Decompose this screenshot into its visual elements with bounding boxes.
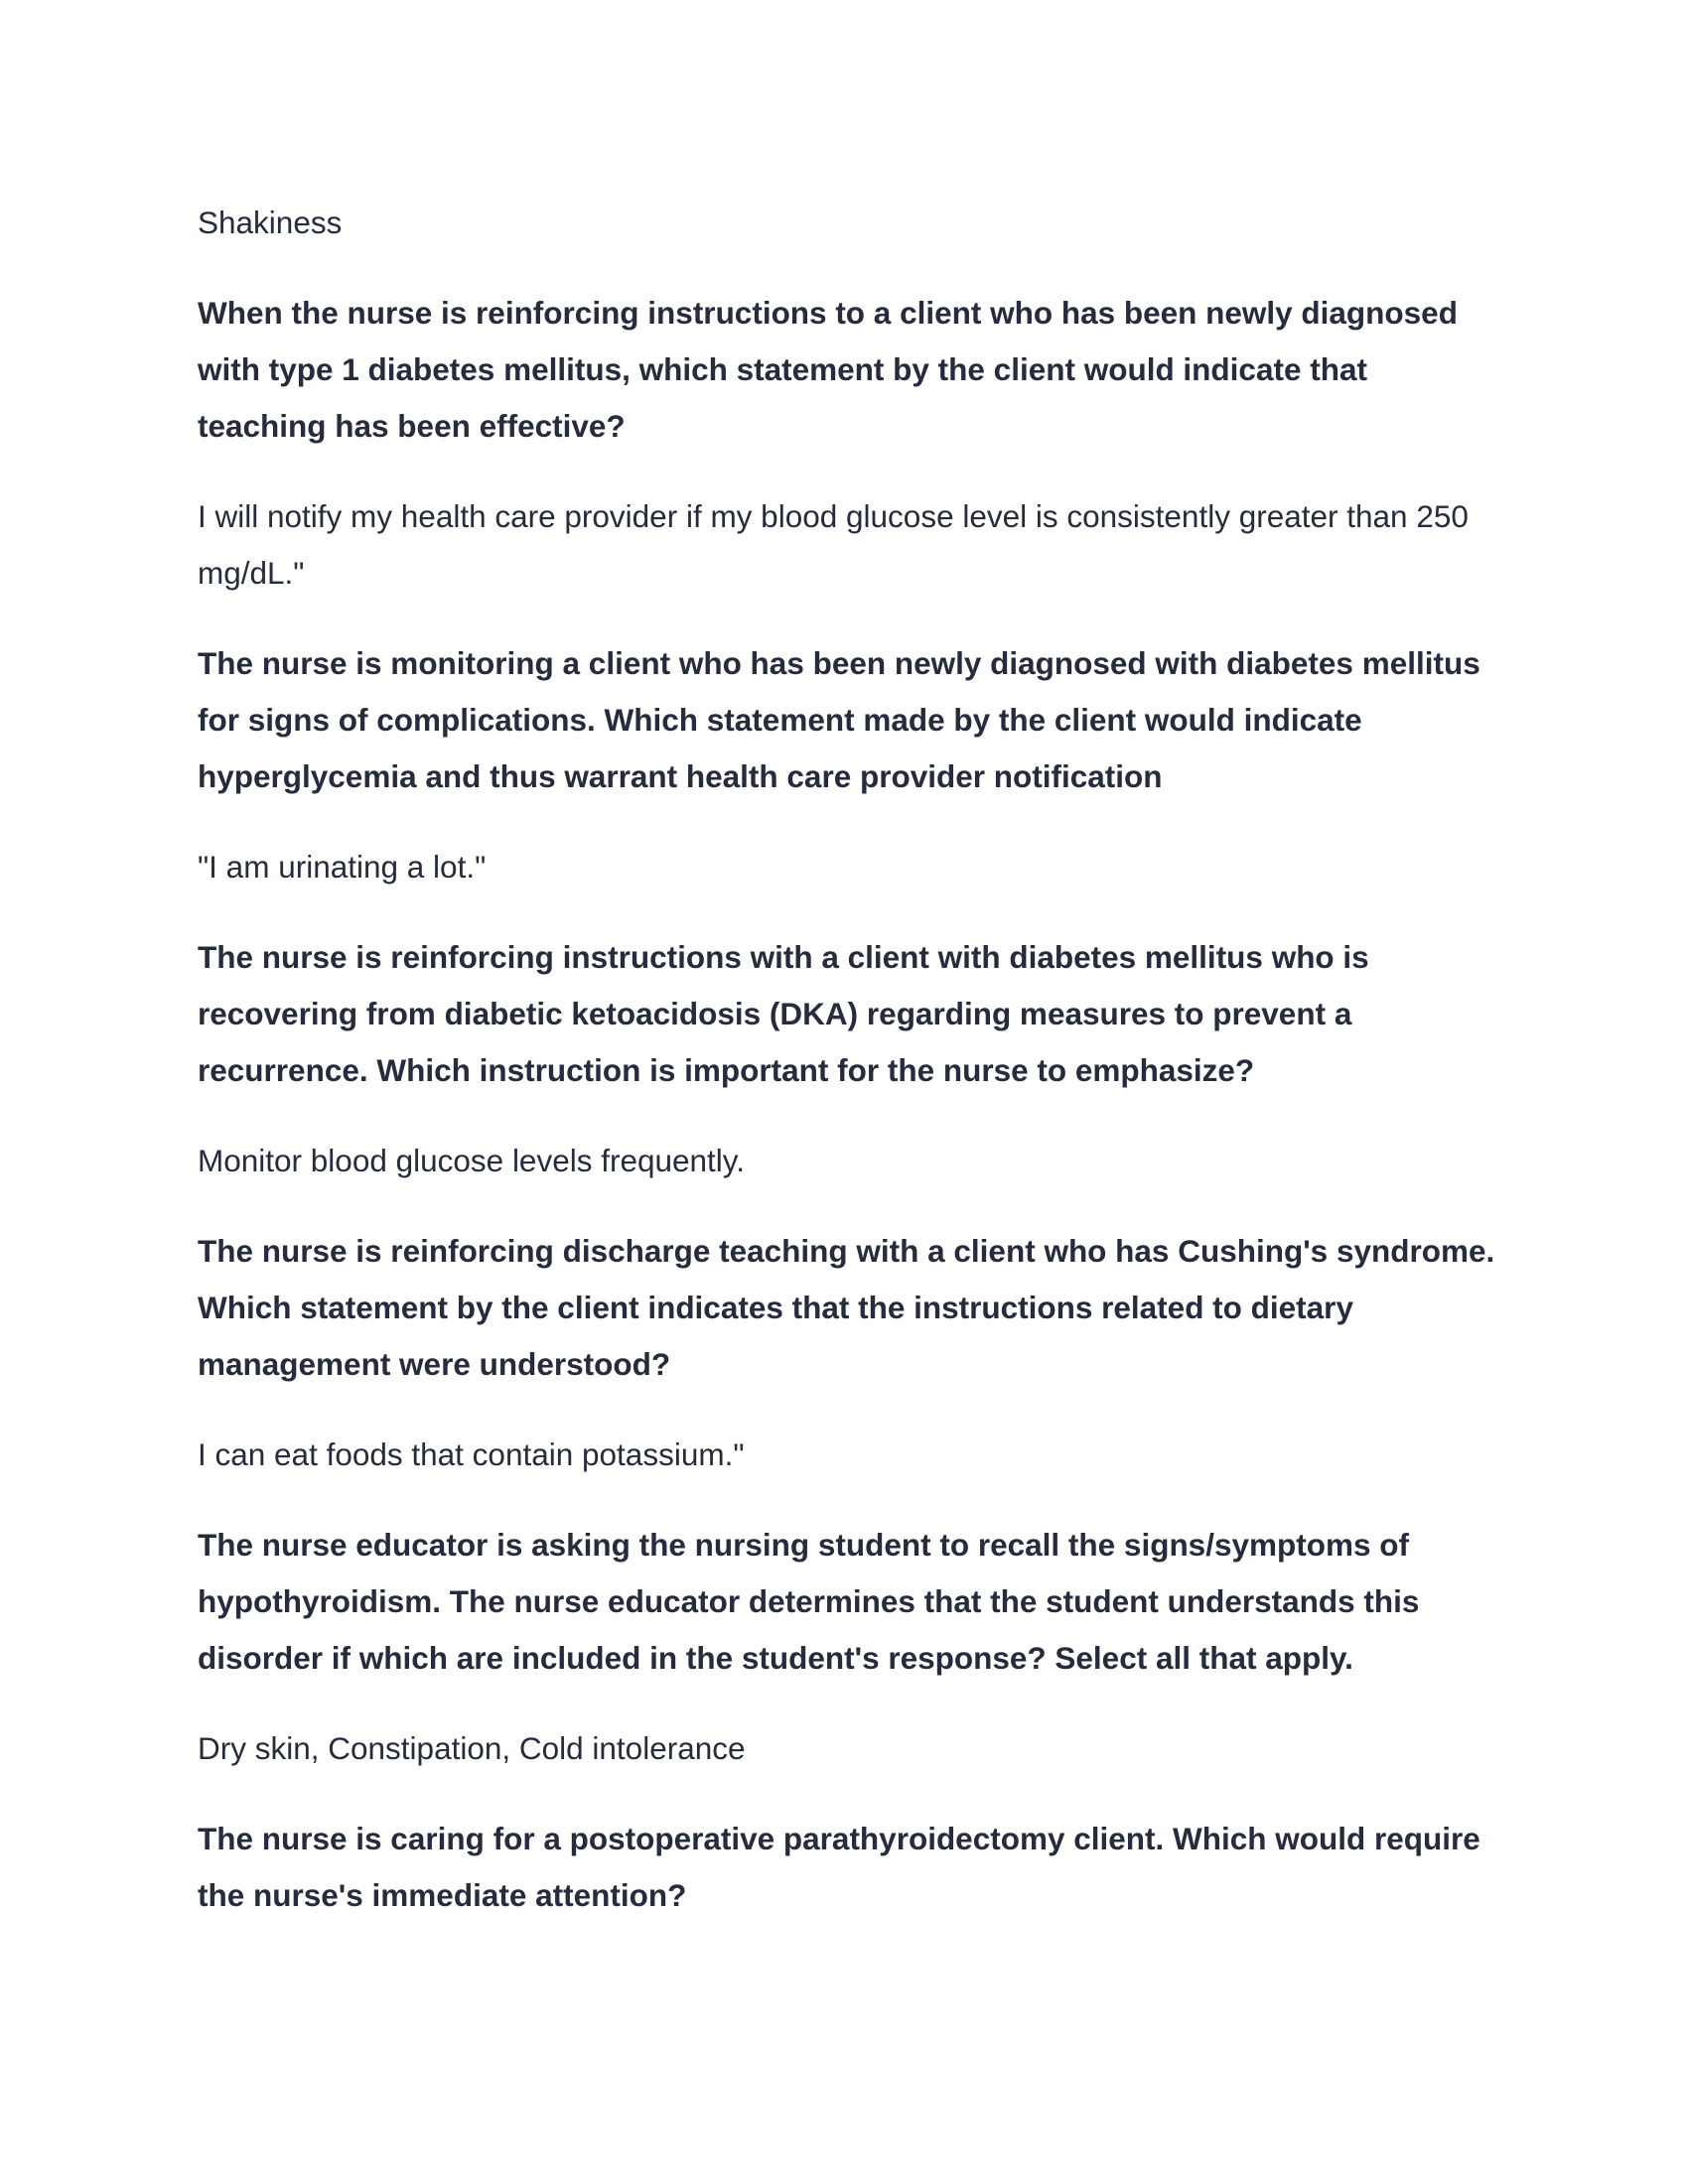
answer-text: Shakiness: [198, 205, 343, 240]
question-text: The nurse is monitoring a client who has been newly diagnosed with diabetes mellitus for signs of complications. Which statement made by the client would indicate hyperglycemia and thus warrant health care provider notification: [198, 645, 1480, 794]
question-text: The nurse is caring for a postoperative parathyroidectomy client. Which would require the nurse's immediate attention?: [198, 1821, 1480, 1913]
question-text: The nurse educator is asking the nursing student to recall the signs/symptoms of hypothyroidism. The nurse educator determines that the student understands this disorder if which are included in the student's response? Select all that apply.: [198, 1527, 1420, 1676]
answer-text: Monitor blood glucose levels frequently.: [198, 1143, 745, 1178]
document-page: [198, 195, 1498, 1958]
question-text: The nurse is reinforcing discharge teaching with a client who has Cushing's syndrome. Which statement by the client indicates that the instructions related to dietary management were understood?: [198, 1233, 1495, 1382]
answer-text: I can eat foods that contain potassium.": [198, 1436, 745, 1472]
question-text: When the nurse is reinforcing instructions to a client who has been newly diagnosed with type 1 diabetes mellitus, which statement by the client would indicate that teaching has been effective?: [198, 295, 1458, 444]
answer-text: I will notify my health care provider if my blood glucose level is consistently greater than 250 mg/dL.": [198, 498, 1469, 591]
question-text: The nurse is reinforcing instructions with a client with diabetes mellitus who is recovering from diabetic ketoacidosis (DKA) regarding measures to prevent a recurrence. Which instruction is important for the nurse to emphasize?: [198, 939, 1369, 1088]
answer-text: "I am urinating a lot.": [198, 849, 487, 885]
answer-text: Dry skin, Constipation, Cold intolerance: [198, 1730, 746, 1766]
